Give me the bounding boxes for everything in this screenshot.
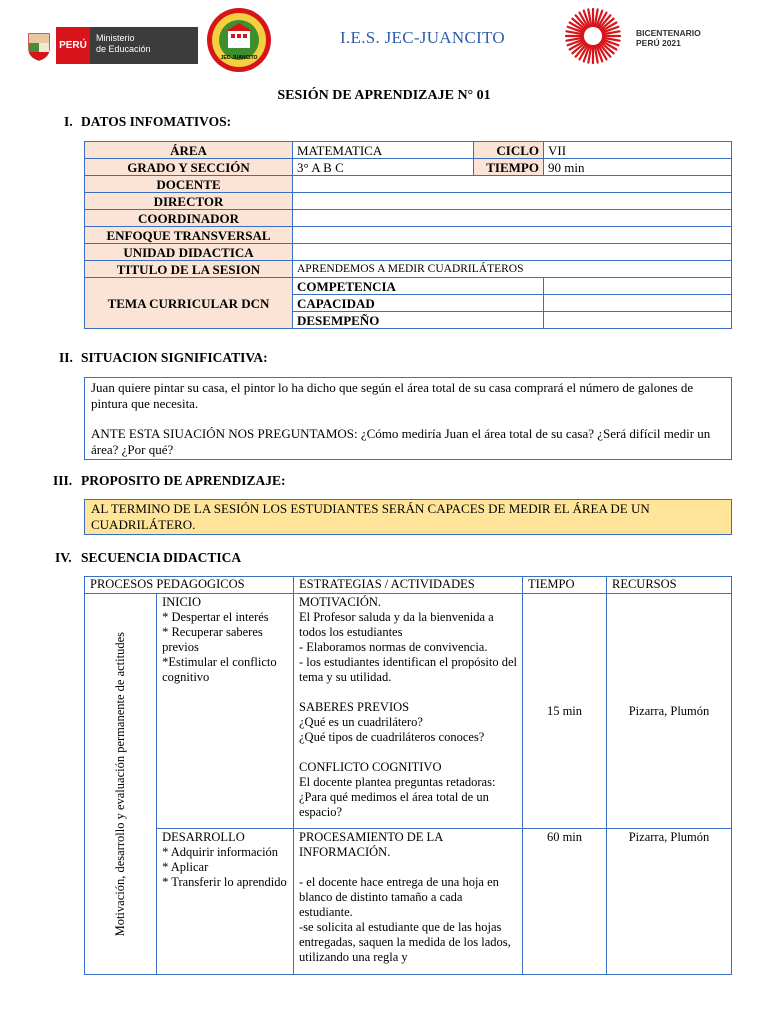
desempeno-value [544, 312, 732, 329]
bicentenario-logo-icon [556, 8, 630, 64]
section-1-number: I. [64, 114, 73, 129]
ministry-label: Ministerio de Educación [90, 27, 198, 64]
ciclo-value: VII [544, 142, 732, 159]
inicio-phase: INICIO * Despertar el interés * Recuperar saberes previos *Estimular el conflicto cognitivo [157, 594, 294, 829]
peru-label: PERÚ [56, 27, 90, 64]
section-2-heading: SITUACION SIGNIFICATIVA: [81, 350, 268, 365]
competencia-value [544, 278, 732, 295]
coordinador-value [293, 210, 732, 227]
enfoque-value [293, 227, 732, 244]
grado-label: GRADO Y SECCIÓN [85, 159, 293, 176]
desarrollo-phase: DESARROLLO * Adquirir información * Aplicar * Transferir lo aprendido [157, 829, 294, 975]
director-label: DIRECTOR [85, 193, 293, 210]
tiempo-value: 90 min [544, 159, 732, 176]
session-title: SESIÓN DE APRENDIZAJE N° 01 [277, 88, 491, 103]
datos-informativos-table [84, 141, 732, 329]
capacidad-value [544, 295, 732, 312]
capacidad-label: CAPACIDAD [293, 295, 544, 312]
vertical-label: Motivación, desarrollo y evaluación permanente de actitudes [113, 631, 128, 937]
section-3-number: III. [53, 473, 73, 488]
section-4-heading: SECUENCIA DIDACTICA [81, 550, 242, 565]
section-3-heading: PROPOSITO DE APRENDIZAJE: [81, 473, 286, 488]
bicentenario-text: BICENTENARIO PERÚ 2021 [636, 28, 701, 48]
unidad-value [293, 244, 732, 261]
situacion-paragraph-2: ANTE ESTA SIUACIÓN NOS PREGUNTAMOS: ¿Cómo mediría Juan el área total de su casa? ¿Será difícil medir un área? ¿Por qué? [91, 426, 711, 457]
desarrollo-time: 60 min [523, 829, 607, 975]
docente-label: DOCENTE [85, 176, 293, 193]
ciclo-label: CICLO [474, 142, 544, 159]
vertical-label-cell [85, 594, 157, 975]
inicio-time: 15 min [523, 594, 607, 829]
proposito-box: AL TERMINO DE LA SESIÓN LOS ESTUDIANTES SERÁN CAPACES DE MEDIR EL ÁREA DE UN CUADRILÁTERO. [84, 499, 732, 535]
section-2-number: II. [59, 350, 73, 365]
tema-label: TEMA CURRICULAR DCN [85, 278, 293, 329]
section-4-number: IV. [55, 550, 72, 565]
svg-text:JEC-JUANCITO: JEC-JUANCITO [220, 55, 258, 61]
secuencia-table [84, 576, 732, 975]
inicio-resources: Pizarra, Plumón [607, 594, 732, 829]
docente-value [293, 176, 732, 193]
col-recursos: RECURSOS [607, 577, 732, 594]
situacion-paragraph-1: Juan quiere pintar su casa, el pintor lo ha dicho que según el área total de su casa comprará el número de galones de pintura que necesita. [91, 380, 694, 411]
titulo-label: TITULO DE LA SESION [85, 261, 293, 278]
coordinador-label: COORDINADOR [85, 210, 293, 227]
situacion-box [84, 377, 732, 460]
desarrollo-activities: PROCESAMIENTO DE LA INFORMACIÓN. - el docente hace entrega de una hoja en blanco de distinto tamaño a cada estudiante. -se solicita al estudiante que de las hojas entregadas, saquen la medida de los lados, utilizando una regla y [294, 829, 523, 975]
minedu-logo [22, 27, 198, 64]
peru-shield-icon [22, 27, 56, 64]
competencia-label: COMPETENCIA [293, 278, 544, 295]
grado-value: 3° A B C [293, 159, 474, 176]
school-name: I.E.S. JEC-JUANCITO [340, 28, 506, 47]
col-procesos: PROCESOS PEDAGOGICOS [85, 577, 294, 594]
desarrollo-resources: Pizarra, Plumón [607, 829, 732, 975]
col-tiempo: TIEMPO [523, 577, 607, 594]
area-label: ÁREA [85, 142, 293, 159]
area-value: MATEMATICA [293, 142, 474, 159]
school-seal-icon [206, 7, 272, 73]
desempeno-label: DESEMPEÑO [293, 312, 544, 329]
titulo-value: APRENDEMOS A MEDIR CUADRILÁTEROS [293, 261, 732, 278]
section-1-heading: DATOS INFOMATIVOS: [81, 114, 232, 129]
unidad-label: UNIDAD DIDACTICA [85, 244, 293, 261]
inicio-activities: MOTIVACIÓN. El Profesor saluda y da la bienvenida a todos los estudiantes - Elaboramos normas de convivencia. - los estudiantes identifican el propósito del tema y su utilidad. SABERES PREVIOS ¿Qué es un cuadrilátero? ¿Qué tipos de cuadriláteros conoces? CONFLICTO COGNITIVO El docente plantea preguntas retadoras: ¿Para qué medimos el área total de un espacio? [294, 594, 523, 829]
tiempo-label: TIEMPO [474, 159, 544, 176]
director-value [293, 193, 732, 210]
enfoque-label: ENFOQUE TRANSVERSAL [85, 227, 293, 244]
col-estrategias: ESTRATEGIAS / ACTIVIDADES [294, 577, 523, 594]
